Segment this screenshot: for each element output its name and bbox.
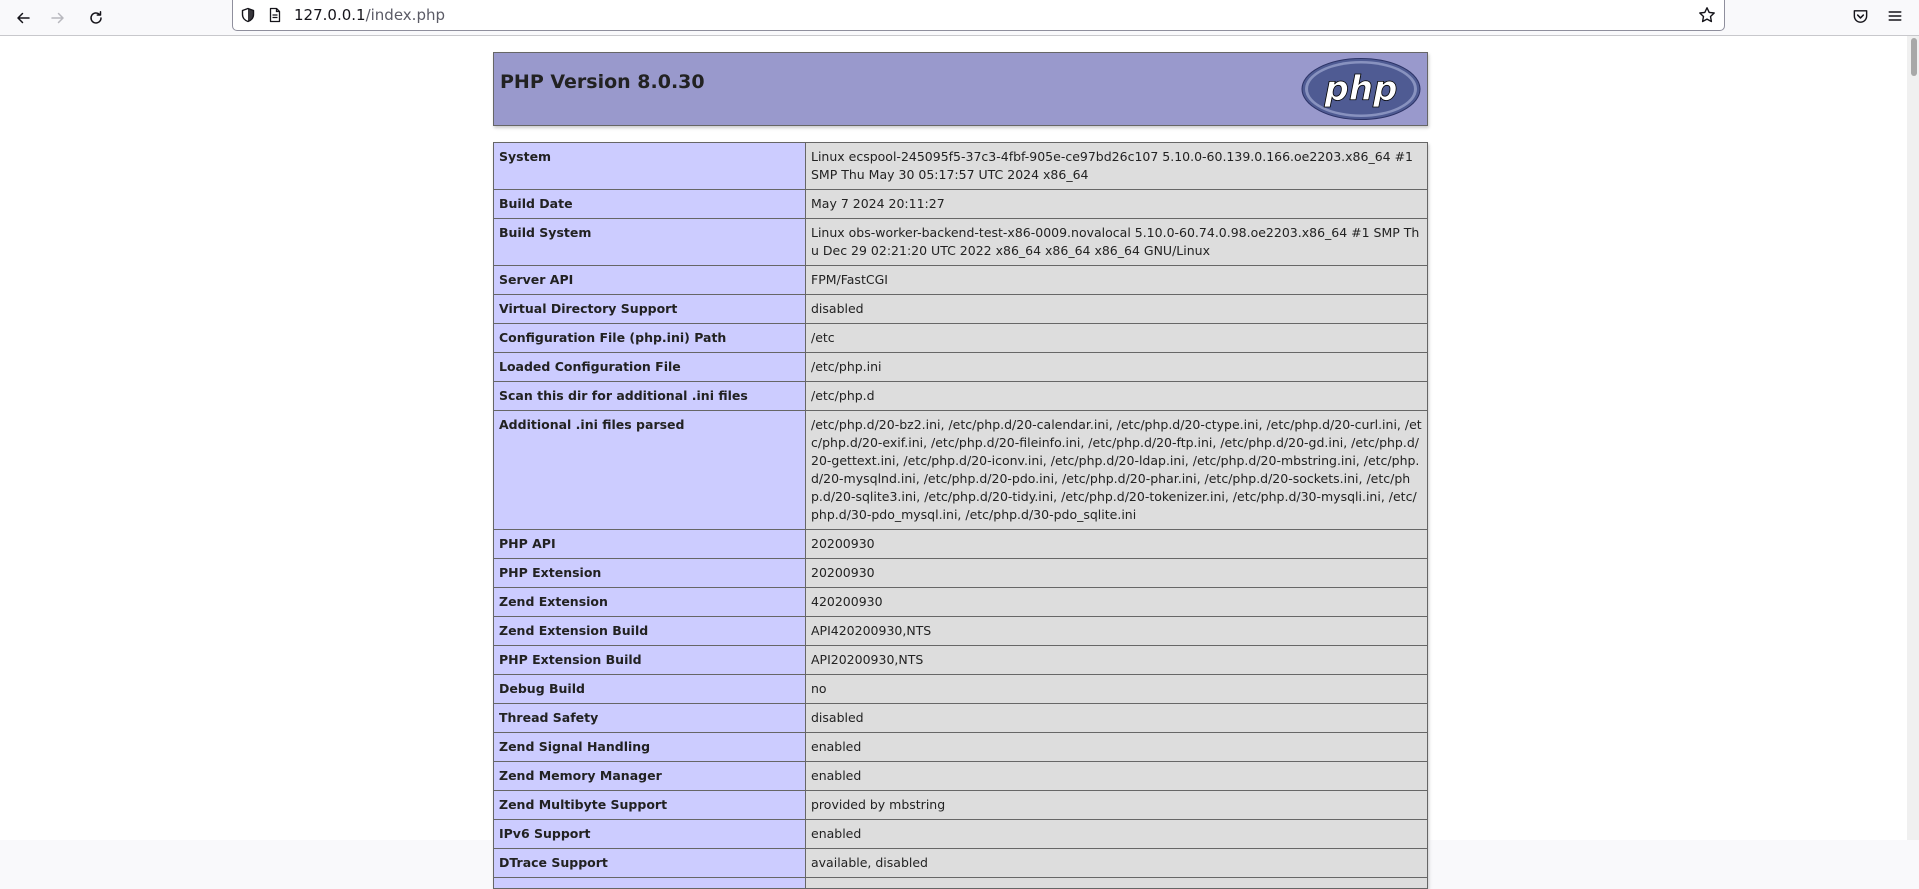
- table-row: [494, 791, 1428, 820]
- back-arrow-icon: [15, 10, 31, 26]
- table-row: [494, 733, 1428, 762]
- browser-toolbar: [0, 0, 1919, 36]
- table-row: [494, 266, 1428, 295]
- url-host: 127.0.0.1: [294, 6, 366, 24]
- table-row: [494, 675, 1428, 704]
- row-key: Zend Extension Build: [494, 617, 806, 646]
- row-key: PHP API: [494, 530, 806, 559]
- row-value: disabled: [806, 704, 1428, 733]
- row-value: disabled: [806, 295, 1428, 324]
- row-key: Scan this dir for additional .ini files: [494, 382, 806, 411]
- table-row: [494, 353, 1428, 382]
- row-key: Build System: [494, 219, 806, 266]
- php-logo-icon[interactable]: [1300, 57, 1422, 121]
- row-key: Loaded Configuration File: [494, 353, 806, 382]
- table-row: [494, 295, 1428, 324]
- row-value: 20200930: [806, 559, 1428, 588]
- shield-icon[interactable]: [240, 7, 256, 23]
- url-path: /index.php: [365, 6, 445, 24]
- row-key: Zend Extension: [494, 588, 806, 617]
- pocket-icon[interactable]: [1850, 6, 1870, 26]
- table-row: [494, 559, 1428, 588]
- table-row: [494, 646, 1428, 675]
- row-value: enabled: [806, 820, 1428, 849]
- row-key: Virtual Directory Support: [494, 295, 806, 324]
- scrollbar-thumb[interactable]: [1911, 38, 1917, 76]
- vertical-scrollbar[interactable]: [1907, 36, 1919, 840]
- star-icon[interactable]: [1698, 6, 1716, 24]
- row-key: [494, 878, 806, 889]
- row-value: May 7 2024 20:11:27: [806, 190, 1428, 219]
- page-icon[interactable]: [267, 7, 283, 23]
- table-row: [494, 190, 1428, 219]
- table-row: [494, 411, 1428, 530]
- row-value: 20200930: [806, 530, 1428, 559]
- row-value: available, disabled: [806, 849, 1428, 878]
- row-key: System: [494, 143, 806, 190]
- row-value: API420200930,NTS: [806, 617, 1428, 646]
- table-row: [494, 762, 1428, 791]
- row-value: no: [806, 675, 1428, 704]
- row-key: Debug Build: [494, 675, 806, 704]
- row-value: 420200930: [806, 588, 1428, 617]
- row-value: enabled: [806, 762, 1428, 791]
- row-key: PHP Extension Build: [494, 646, 806, 675]
- reload-icon: [88, 10, 104, 26]
- row-value: [806, 878, 1428, 889]
- back-button[interactable]: [8, 3, 38, 33]
- php-logo-text: php: [1324, 69, 1398, 109]
- row-key: PHP Extension: [494, 559, 806, 588]
- reload-button[interactable]: [81, 3, 111, 33]
- row-key: IPv6 Support: [494, 820, 806, 849]
- table-row: [494, 617, 1428, 646]
- menu-icon[interactable]: [1885, 6, 1905, 26]
- row-key: Additional .ini files parsed: [494, 411, 806, 530]
- table-row: [494, 219, 1428, 266]
- table-row: [494, 324, 1428, 353]
- row-value: /etc/php.d: [806, 382, 1428, 411]
- row-value: FPM/FastCGI: [806, 266, 1428, 295]
- table-row: [494, 878, 1428, 889]
- row-value: Linux obs-worker-backend-test-x86-0009.novalocal 5.10.0-60.74.0.98.oe2203.x86_64 #1 SMP Thu Dec 29 02:21:20 UTC 2022 x86_64 x86_64 x86_64 GNU/Linux: [806, 219, 1428, 266]
- row-key: Configuration File (php.ini) Path: [494, 324, 806, 353]
- row-value: enabled: [806, 733, 1428, 762]
- row-value: /etc: [806, 324, 1428, 353]
- table-row: [494, 382, 1428, 411]
- table-row: [494, 704, 1428, 733]
- row-value: /etc/php.ini: [806, 353, 1428, 382]
- url-bar[interactable]: [232, 0, 1725, 31]
- row-key: Build Date: [494, 190, 806, 219]
- forward-arrow-icon: [50, 10, 66, 26]
- phpinfo-table: [493, 142, 1428, 889]
- forward-button[interactable]: [43, 3, 73, 33]
- table-row: [494, 588, 1428, 617]
- row-value: provided by mbstring: [806, 791, 1428, 820]
- table-row: [494, 820, 1428, 849]
- row-key: DTrace Support: [494, 849, 806, 878]
- row-value: API20200930,NTS: [806, 646, 1428, 675]
- row-value: /etc/php.d/20-bz2.ini, /etc/php.d/20-calendar.ini, /etc/php.d/20-ctype.ini, /etc/php.d/20-curl.ini, /etc/php.d/20-exif.ini, /etc/php.d/20-fileinfo.ini, /etc/php.d/20-ftp.ini, /etc/php.d/20-gd.ini, /etc/php.d/20-gettext.ini, /etc/php.d/20-iconv.ini, /etc/php.d/20-ldap.ini, /etc/php.d/20-mbstring.ini, /etc/php.d/20-mysqlnd.ini, /etc/php.d/20-pdo.ini, /etc/php.d/20-phar.ini, /etc/php.d/20-sockets.ini, /etc/php.d/20-sqlite3.ini, /etc/php.d/20-tidy.ini, /etc/php.d/20-tokenizer.ini, /etc/php.d/30-mysqli.ini, /etc/php.d/30-pdo_mysql.ini, /etc/php.d/30-pdo_sqlite.ini: [806, 411, 1428, 530]
- table-row: [494, 143, 1428, 190]
- page-title: PHP Version 8.0.30: [500, 71, 705, 93]
- row-value: Linux ecspool-245095f5-37c3-4fbf-905e-ce97bd26c107 5.10.0-60.139.0.166.oe2203.x86_64 #1 SMP Thu May 30 05:17:57 UTC 2024 x86_64: [806, 143, 1428, 190]
- url-text[interactable]: [294, 6, 445, 24]
- page-viewport: [0, 36, 1919, 870]
- phpinfo-header: [493, 52, 1428, 126]
- table-row: [494, 849, 1428, 878]
- row-key: Zend Multibyte Support: [494, 791, 806, 820]
- phpinfo-container: [493, 52, 1428, 889]
- table-row: [494, 530, 1428, 559]
- row-key: Thread Safety: [494, 704, 806, 733]
- row-key: Zend Signal Handling: [494, 733, 806, 762]
- row-key: Server API: [494, 266, 806, 295]
- row-key: Zend Memory Manager: [494, 762, 806, 791]
